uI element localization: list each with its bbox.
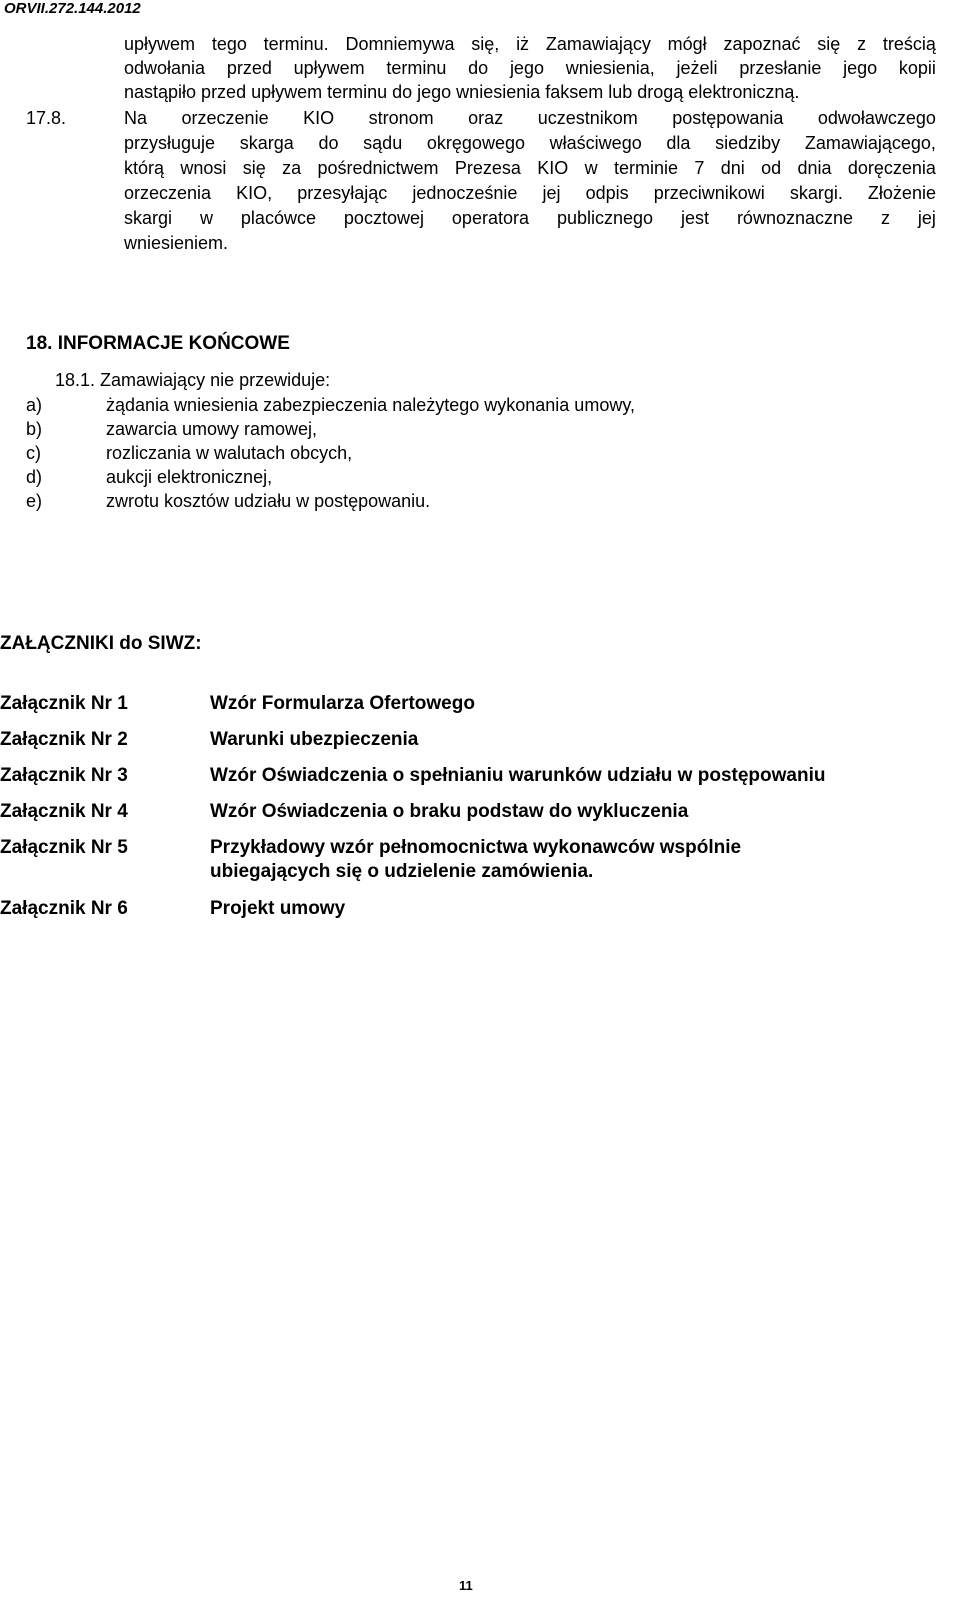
attachment-label: Załącznik Nr 3 (0, 765, 128, 786)
section-17-8-line-word: dnia (797, 158, 832, 178)
continuation-line-word: zapoznać (723, 34, 801, 54)
continuation-line-word: się (817, 34, 841, 54)
section-17-8-line-word: placówce (240, 208, 316, 228)
section-17-8-line-word: skarga (239, 133, 294, 153)
attachment-title: Projekt umowy (210, 898, 346, 919)
continuation-line-word: przesłanie (739, 58, 822, 78)
list-marker: e) (26, 491, 43, 511)
section-17-8-line-word: którą (124, 158, 165, 178)
section-17-8-line-word: siedziby (715, 133, 781, 153)
continuation-line-word: Domniemywa (345, 34, 455, 54)
section-17-8-line-word: jednocześnie (412, 183, 518, 203)
list-text: żądania wniesienia zabezpieczenia należytego wykonania umowy, (106, 395, 635, 415)
section-17-8-line-word: doręczenia (847, 158, 936, 178)
section-17-8-line-word: uczestnikom (537, 108, 638, 128)
continuation-line-word: jego (509, 58, 544, 78)
continuation-line-word: iż (516, 34, 530, 54)
section-17-8-line-word: pocztowej (343, 208, 424, 228)
section-17-8-line-word: za (282, 158, 302, 178)
section-17-8-line-word: KIO (537, 158, 569, 178)
section-heading-18: 18. INFORMACJE KOŃCOWE (26, 333, 290, 354)
section-17-8-line-word: skargi. (789, 183, 843, 203)
continuation-line-word: treścią (882, 34, 936, 54)
section-17-8-line-word: stronom (368, 108, 434, 128)
attachment-title: Wzór Oświadczenia o spełnianiu warunków udziału w postępowaniu (210, 765, 826, 786)
continuation-line-word: odwołania (124, 58, 206, 78)
section-17-8-line-word: od (761, 158, 782, 178)
continuation-line-word: z (857, 34, 867, 54)
section-17-8-line-word: KIO, (236, 183, 273, 203)
continuation-line-word: przed (226, 58, 272, 78)
section-17-8-line-word: dni (720, 158, 745, 178)
section-17-8-line-word: 7 (694, 158, 705, 178)
list-item (26, 441, 352, 465)
section-17-8-line-word: terminie (613, 158, 678, 178)
section-17-8-line-word: Zamawiającego, (804, 133, 936, 153)
list-item (26, 393, 635, 417)
attachment-label: Załącznik Nr 5 (0, 837, 128, 858)
list-text: zwrotu kosztów udziału w postępowaniu. (106, 491, 431, 511)
attachment-label: Załącznik Nr 4 (0, 801, 128, 822)
section-17-8-line-word: odwoławczego (817, 108, 936, 128)
attachment-title-continuation: ubiegających się o udzielenie zamówienia. (210, 861, 594, 882)
continuation-line (124, 32, 936, 56)
attachment-title: Wzór Formularza Ofertowego (210, 693, 475, 714)
section-17-8-line-word: jej (542, 183, 561, 203)
continuation-line-word: upływem (124, 34, 196, 54)
list-item (26, 417, 317, 441)
section-18-1-intro: 18.1. Zamawiający nie przewiduje: (55, 370, 331, 390)
section-17-8-line-word: Prezesa (454, 158, 521, 178)
section-17-8-line-word: okręgowego (426, 133, 525, 153)
section-17-8-line-word: właściwego (549, 133, 642, 153)
section-17-8-line-word: oraz (468, 108, 504, 128)
continuation-line: nastąpiło przed upływem terminu do jego wniesienia faksem lub drogą elektroniczną. (124, 82, 800, 102)
continuation-line-word: wniesienia, (565, 58, 655, 78)
section-17-8-line (124, 156, 936, 180)
list-item (26, 465, 272, 489)
section-17-8-line (124, 206, 936, 230)
list-marker: a) (26, 395, 43, 415)
list-text: zawarcia umowy ramowej, (106, 419, 318, 439)
section-17-8-line-word: jej (917, 208, 936, 228)
continuation-line-word: do (468, 58, 489, 78)
continuation-line-word: mógł (667, 34, 707, 54)
attachment-title: Przykładowy wzór pełnomocnictwa wykonawców wspólnie (210, 837, 742, 858)
continuation-line-word: terminu. (263, 34, 329, 54)
section-17-8-line-word: w (199, 208, 213, 228)
continuation-line (124, 56, 936, 80)
list-marker: c) (26, 443, 41, 463)
list-marker: d) (26, 467, 43, 487)
section-17-8-line-word: Złożenie (867, 183, 936, 203)
section-17-8-line-word: postępowania (672, 108, 784, 128)
attachment-label: Załącznik Nr 1 (0, 693, 128, 714)
list-marker: b) (26, 419, 43, 439)
section-17-8-line-word: Na (124, 108, 148, 128)
section-17-8-line-word: operatora (451, 208, 529, 228)
continuation-line-word: się, (471, 34, 500, 54)
section-17-8-line-word: z (880, 208, 890, 228)
section-17-8-line (124, 106, 936, 130)
attachment-label: Załącznik Nr 6 (0, 898, 128, 919)
continuation-line-word: Zamawiający (545, 34, 651, 54)
section-17-8-line (124, 131, 936, 155)
section-17-8-line-word: pośrednictwem (317, 158, 439, 178)
list-item (26, 489, 430, 513)
continuation-line-word: jego (843, 58, 878, 78)
attachment-title: Warunki ubezpieczenia (210, 729, 419, 750)
attachment-title: Wzór Oświadczenia o braku podstaw do wykluczenia (210, 801, 689, 822)
section-17-8-line-word: jest (680, 208, 709, 228)
list-text: rozliczania w walutach obcych, (106, 443, 353, 463)
section-17-8-line-word: odpis (585, 183, 629, 203)
continuation-line-word: tego (211, 34, 247, 54)
section-number-17-8: 17.8. (26, 108, 67, 128)
section-17-8-line-word: przesyłając (297, 183, 388, 203)
section-17-8-line-word: przysługuje (124, 133, 216, 153)
continuation-line-word: terminu (386, 58, 447, 78)
continuation-line-word: kopii (898, 58, 936, 78)
section-17-8-line-word: orzeczenia (124, 183, 212, 203)
section-17-8-line-word: sądu (363, 133, 403, 153)
section-17-8-line-word: w (584, 158, 598, 178)
continuation-line-word: jeżeli (676, 58, 718, 78)
section-17-8-line-word: KIO (303, 108, 335, 128)
section-17-8-line-word: skargi (124, 208, 173, 228)
document-reference-number: ORVII.272.144.2012 (4, 0, 141, 17)
section-17-8-line-word: orzeczenie (181, 108, 269, 128)
page-number: 11 (459, 1578, 473, 1593)
list-text: aukcji elektronicznej, (106, 467, 273, 487)
section-17-8-line-word: dla (666, 133, 691, 153)
continuation-line-word: upływem (293, 58, 365, 78)
section-17-8-line (124, 181, 936, 205)
attachment-label: Załącznik Nr 2 (0, 729, 128, 750)
section-17-8-line-word: wnosi (180, 158, 227, 178)
section-17-8-line-word: przeciwnikowi (653, 183, 765, 203)
attachments-heading: ZAŁĄCZNIKI do SIWZ: (0, 633, 202, 654)
section-17-8-line-word: się (242, 158, 266, 178)
section-17-8-line-word: do (318, 133, 339, 153)
section-17-8-line-word: publicznego (556, 208, 654, 228)
section-17-8-line: wniesieniem. (124, 233, 229, 253)
section-17-8-line-word: równoznaczne (736, 208, 854, 228)
